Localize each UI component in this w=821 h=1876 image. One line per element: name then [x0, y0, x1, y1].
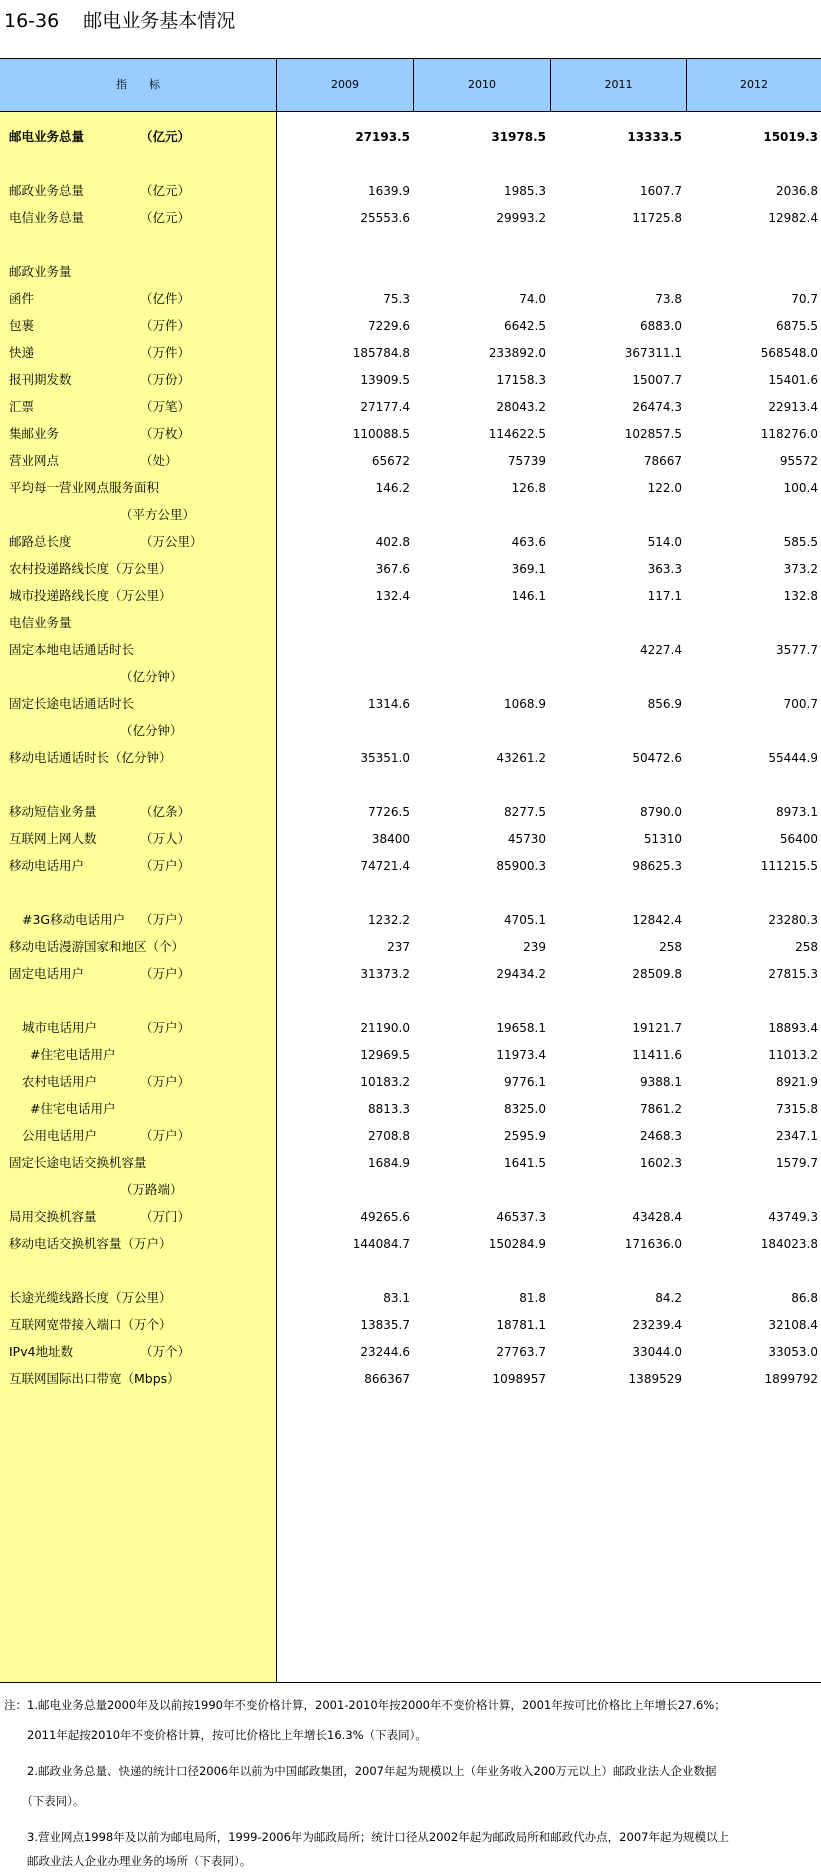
table-row	[0, 742, 821, 774]
row-value-2009: 74721.4	[360, 859, 410, 873]
row-unit: （万公里）	[140, 534, 203, 549]
row-unit: （万户）	[140, 858, 191, 873]
row-unit: （万笔）	[140, 399, 191, 414]
row-label: 固定电话用户	[9, 966, 85, 981]
row-label: 电信业务量	[9, 615, 72, 630]
row-value-2010: 81.8	[519, 1291, 546, 1305]
row-value-2010: 1068.9	[504, 697, 546, 711]
row-value-2012: 86.8	[791, 1291, 818, 1305]
row-value-2009: 27193.5	[355, 130, 410, 144]
row-value-2012: 8921.9	[776, 1075, 818, 1089]
header-year: 2011	[604, 78, 633, 91]
row-value-2010: 46537.3	[496, 1210, 546, 1224]
footnote-line: 注：1.邮电业务总量2000年及以前按1990年不变价格计算，2001-2010年按2000年不变价格计算，2001年按可比价格比上年增长27.6%；	[4, 1698, 726, 1712]
row-value-2009: 13835.7	[360, 1318, 410, 1332]
row-value-2010: 18781.1	[496, 1318, 546, 1332]
row-label: （亿分钟）	[120, 723, 183, 738]
row-value-2011: 19121.7	[632, 1021, 682, 1035]
row-label: 公用电话用户	[22, 1128, 98, 1143]
row-value-2011: 514.0	[647, 535, 682, 549]
row-value-2012: 15019.3	[763, 130, 818, 144]
header-year: 2010	[468, 78, 496, 91]
row-label: 城市电话用户	[22, 1020, 98, 1035]
row-value-2010: 74.0	[519, 292, 546, 306]
row-value-2011: 6883.0	[640, 319, 682, 333]
row-value-2011: 8790.0	[640, 805, 682, 819]
row-label: 邮政业务量	[9, 264, 72, 279]
row-value-2011: 1389529	[628, 1372, 682, 1386]
table-header	[0, 59, 821, 112]
row-value-2010: 1985.3	[504, 184, 546, 198]
row-value-2010: 114622.5	[488, 427, 546, 441]
row-value-2012: 56400	[779, 832, 818, 846]
row-value-2011: 43428.4	[632, 1210, 682, 1224]
row-value-2012: 33053.0	[768, 1345, 818, 1359]
row-label: 固定长途电话交换机容量	[9, 1155, 147, 1170]
row-value-2010: 1098957	[492, 1372, 546, 1386]
row-value-2009: 10183.2	[360, 1075, 410, 1089]
row-value-2012: 100.4	[783, 481, 818, 495]
row-value-2012: 132.8	[783, 589, 818, 603]
row-value-2010: 2595.9	[504, 1129, 546, 1143]
row-value-2009: 49265.6	[360, 1210, 410, 1224]
row-value-2012: 55444.9	[768, 751, 818, 765]
row-label: 互联网宽带接入端口（万个）	[9, 1317, 172, 1332]
row-label: 互联网国际出口带宽（Mbps）	[9, 1371, 180, 1386]
row-value-2011: 2468.3	[640, 1129, 682, 1143]
row-value-2009: 31373.2	[360, 967, 410, 981]
row-value-2010: 85900.3	[496, 859, 546, 873]
row-label: 移动短信业务量	[9, 804, 97, 819]
row-value-2010: 1641.5	[504, 1156, 546, 1170]
row-label: #住宅电话用户	[30, 1101, 116, 1116]
row-value-2012: 12982.4	[768, 211, 818, 225]
row-value-2012: 7315.8	[776, 1102, 818, 1116]
row-label: 移动电话漫游国家和地区（个）	[9, 939, 185, 954]
row-value-2009: 1314.6	[368, 697, 410, 711]
row-value-2010: 8277.5	[504, 805, 546, 819]
row-value-2011: 856.9	[647, 697, 682, 711]
row-value-2010: 27763.7	[496, 1345, 546, 1359]
row-value-2010: 126.8	[511, 481, 546, 495]
row-value-2011: 12842.4	[632, 913, 682, 927]
row-unit: （亿元）	[140, 210, 191, 225]
row-value-2012: 700.7	[783, 697, 818, 711]
row-label: 集邮业务	[9, 426, 60, 441]
row-value-2010: 369.1	[511, 562, 546, 576]
row-value-2009: 65672	[371, 454, 410, 468]
row-value-2012: 2036.8	[776, 184, 818, 198]
row-label: 长途光缆线路长度（万公里）	[9, 1290, 172, 1305]
row-value-2011: 15007.7	[632, 373, 682, 387]
row-value-2010: 28043.2	[496, 400, 546, 414]
row-value-2012: 3577.7	[776, 643, 818, 657]
footnote-line: 邮政业法人企业办理业务的场所（下表同）。	[4, 1854, 252, 1868]
table-title-text: 邮电业务基本情况	[83, 10, 236, 32]
row-value-2012: 23280.3	[768, 913, 818, 927]
row-value-2010: 11973.4	[496, 1048, 546, 1062]
row-value-2011: 9388.1	[640, 1075, 682, 1089]
row-label: 互联网上网人数	[9, 831, 97, 846]
row-label: （万路端）	[120, 1182, 183, 1197]
row-value-2009: 144084.7	[352, 1237, 410, 1251]
row-value-2012: 258	[795, 940, 818, 954]
row-label: （平方公里）	[120, 507, 196, 522]
table-row	[0, 202, 821, 234]
table-row	[0, 121, 821, 153]
row-label: （亿分钟）	[120, 669, 183, 684]
row-value-2012: 184023.8	[760, 1237, 818, 1251]
row-label: 局用交换机容量	[9, 1209, 97, 1224]
row-value-2012: 118276.0	[760, 427, 818, 441]
row-value-2009: 75.3	[383, 292, 410, 306]
row-value-2011: 117.1	[647, 589, 682, 603]
row-value-2010: 75739	[507, 454, 546, 468]
row-value-2009: 402.8	[375, 535, 410, 549]
row-unit: （亿件）	[140, 291, 191, 306]
row-value-2011: 98625.3	[632, 859, 682, 873]
row-value-2009: 7726.5	[368, 805, 410, 819]
row-value-2009: 866367	[364, 1372, 410, 1386]
row-value-2011: 28509.8	[632, 967, 682, 981]
row-value-2010: 29434.2	[496, 967, 546, 981]
row-value-2010: 31978.5	[491, 130, 546, 144]
row-value-2012: 1899792	[764, 1372, 818, 1386]
row-label: 农村投递路线长度（万公里）	[9, 561, 172, 576]
row-label: IPv4地址数	[9, 1344, 74, 1359]
row-label: 固定长途电话通话时长	[9, 696, 135, 711]
table-row	[0, 850, 821, 882]
row-label: 快递	[9, 345, 35, 360]
row-value-2009: 1639.9	[368, 184, 410, 198]
row-value-2009: 132.4	[375, 589, 410, 603]
row-value-2011: 102857.5	[624, 427, 682, 441]
row-value-2010: 19658.1	[496, 1021, 546, 1035]
row-value-2009: 35351.0	[360, 751, 410, 765]
table-number: 16-36	[4, 10, 60, 32]
row-value-2012: 373.2	[783, 562, 818, 576]
row-unit: （万个）	[140, 1344, 191, 1359]
footnote-line: （下表同）。	[4, 1794, 85, 1808]
row-value-2009: 25553.6	[360, 211, 410, 225]
row-value-2012: 22913.4	[768, 400, 818, 414]
row-value-2012: 585.5	[783, 535, 818, 549]
table-row	[0, 1228, 821, 1260]
row-value-2010: 233892.0	[488, 346, 546, 360]
table-row	[0, 1363, 821, 1395]
footnote-line: 3.营业网点1998年及以前为邮电局所，1999-2006年为邮政局所；统计口径从2002年起为邮政局所和邮政代办点，2007年起为规模以上	[4, 1830, 729, 1844]
row-value-2009: 146.2	[375, 481, 410, 495]
row-value-2010: 8325.0	[504, 1102, 546, 1116]
row-value-2009: 1232.2	[368, 913, 410, 927]
row-unit: （万件）	[140, 345, 191, 360]
row-value-2009: 21190.0	[360, 1021, 410, 1035]
row-value-2010: 146.1	[511, 589, 546, 603]
row-label: 电信业务总量	[9, 210, 85, 225]
row-unit: （万门）	[140, 1209, 191, 1224]
row-label: 平均每一营业网点服务面积	[9, 480, 160, 495]
row-unit: （万份）	[140, 372, 191, 387]
row-value-2011: 171636.0	[624, 1237, 682, 1251]
row-unit: （万人）	[140, 831, 191, 846]
row-value-2011: 4227.4	[640, 643, 682, 657]
row-value-2011: 84.2	[655, 1291, 682, 1305]
row-value-2012: 27815.3	[768, 967, 818, 981]
row-value-2011: 367311.1	[624, 346, 682, 360]
row-unit: （亿条）	[140, 804, 191, 819]
row-value-2010: 17158.3	[496, 373, 546, 387]
row-value-2009: 185784.8	[352, 346, 410, 360]
row-value-2009: 27177.4	[360, 400, 410, 414]
row-label: 包裹	[9, 318, 35, 333]
footnote-line: 2.邮政业务总量、快递的统计口径2006年以前为中国邮政集团，2007年起为规模以上（年业务收入200万元以上）邮政业法人企业数据	[4, 1764, 717, 1778]
row-value-2010: 43261.2	[496, 751, 546, 765]
row-value-2011: 1602.3	[640, 1156, 682, 1170]
row-value-2009: 12969.5	[360, 1048, 410, 1062]
row-value-2011: 363.3	[647, 562, 682, 576]
row-unit: （万户）	[140, 912, 191, 927]
row-label: 移动电话用户	[9, 858, 85, 873]
row-value-2010: 45730	[507, 832, 546, 846]
row-unit: （处）	[140, 453, 178, 468]
row-value-2012: 568548.0	[760, 346, 818, 360]
row-value-2010: 6642.5	[504, 319, 546, 333]
row-unit: （万户）	[140, 966, 191, 981]
row-label: 邮政业务总量	[9, 183, 85, 198]
row-label: 固定本地电话通话时长	[9, 642, 135, 657]
row-value-2010: 4705.1	[504, 913, 546, 927]
row-unit: （万户）	[140, 1074, 191, 1089]
row-value-2012: 1579.7	[776, 1156, 818, 1170]
table-row	[0, 958, 821, 990]
row-unit: （亿元）	[140, 183, 191, 198]
row-value-2012: 6875.5	[776, 319, 818, 333]
header-indicator: 指 标	[116, 78, 160, 91]
row-value-2012: 2347.1	[776, 1129, 818, 1143]
row-value-2009: 38400	[371, 832, 410, 846]
row-unit: （万户）	[140, 1020, 191, 1035]
data-table	[0, 58, 821, 1683]
row-label: 移动电话交换机容量（万户）	[9, 1236, 172, 1251]
row-value-2012: 18893.4	[768, 1021, 818, 1035]
row-value-2011: 33044.0	[632, 1345, 682, 1359]
row-value-2012: 111215.5	[760, 859, 818, 873]
row-value-2012: 15401.6	[768, 373, 818, 387]
row-value-2012: 70.7	[791, 292, 818, 306]
row-label: 函件	[9, 291, 35, 306]
row-value-2011: 50472.6	[632, 751, 682, 765]
row-value-2011: 51310	[643, 832, 682, 846]
row-unit: （万户）	[140, 1128, 191, 1143]
row-value-2009: 83.1	[383, 1291, 410, 1305]
row-value-2009: 110088.5	[352, 427, 410, 441]
row-value-2009: 367.6	[375, 562, 410, 576]
row-value-2012: 43749.3	[768, 1210, 818, 1224]
row-unit: （万枚）	[140, 426, 191, 441]
row-label: 报刊期发数	[9, 372, 72, 387]
row-unit: （万件）	[140, 318, 191, 333]
row-value-2012: 95572	[779, 454, 818, 468]
row-value-2009: 2708.8	[368, 1129, 410, 1143]
row-value-2009: 1684.9	[368, 1156, 410, 1170]
row-value-2009: 7229.6	[368, 319, 410, 333]
table-title	[4, 6, 235, 36]
row-value-2011: 258	[659, 940, 682, 954]
row-value-2011: 26474.3	[632, 400, 682, 414]
row-value-2010: 29993.2	[496, 211, 546, 225]
row-label: 城市投递路线长度（万公里）	[9, 588, 172, 603]
row-value-2009: 13909.5	[360, 373, 410, 387]
row-value-2011: 23239.4	[632, 1318, 682, 1332]
row-value-2012: 8973.1	[776, 805, 818, 819]
row-value-2011: 78667	[643, 454, 682, 468]
row-label: 营业网点	[9, 453, 60, 468]
row-label: 汇票	[9, 399, 35, 414]
row-value-2010: 463.6	[511, 535, 546, 549]
header-year: 2012	[740, 78, 768, 91]
row-label: 移动电话通话时长（亿分钟）	[9, 750, 172, 765]
row-value-2011: 7861.2	[640, 1102, 682, 1116]
row-value-2010: 9776.1	[504, 1075, 546, 1089]
row-value-2011: 11725.8	[632, 211, 682, 225]
row-value-2011: 11411.6	[632, 1048, 682, 1062]
row-value-2011: 73.8	[655, 292, 682, 306]
row-label: 农村电话用户	[22, 1074, 98, 1089]
row-label: #住宅电话用户	[30, 1047, 116, 1062]
row-value-2009: 23244.6	[360, 1345, 410, 1359]
row-label: 邮路总长度	[9, 534, 72, 549]
row-value-2011: 1607.7	[640, 184, 682, 198]
row-value-2011: 122.0	[647, 481, 682, 495]
row-value-2012: 11013.2	[768, 1048, 818, 1062]
row-label: 邮电业务总量	[9, 129, 85, 144]
row-value-2009: 8813.3	[368, 1102, 410, 1116]
row-value-2012: 32108.4	[768, 1318, 818, 1332]
footnote-line: 2011年起按2010年不变价格计算，按可比价格比上年增长16.3%（下表同）。	[4, 1728, 427, 1742]
header-year: 2009	[331, 78, 359, 91]
row-label: #3G移动电话用户	[22, 912, 126, 927]
row-value-2010: 239	[523, 940, 546, 954]
row-value-2010: 150284.9	[488, 1237, 546, 1251]
row-value-2011: 13333.5	[627, 130, 682, 144]
row-value-2009: 237	[387, 940, 410, 954]
row-unit: （亿元）	[140, 129, 191, 144]
